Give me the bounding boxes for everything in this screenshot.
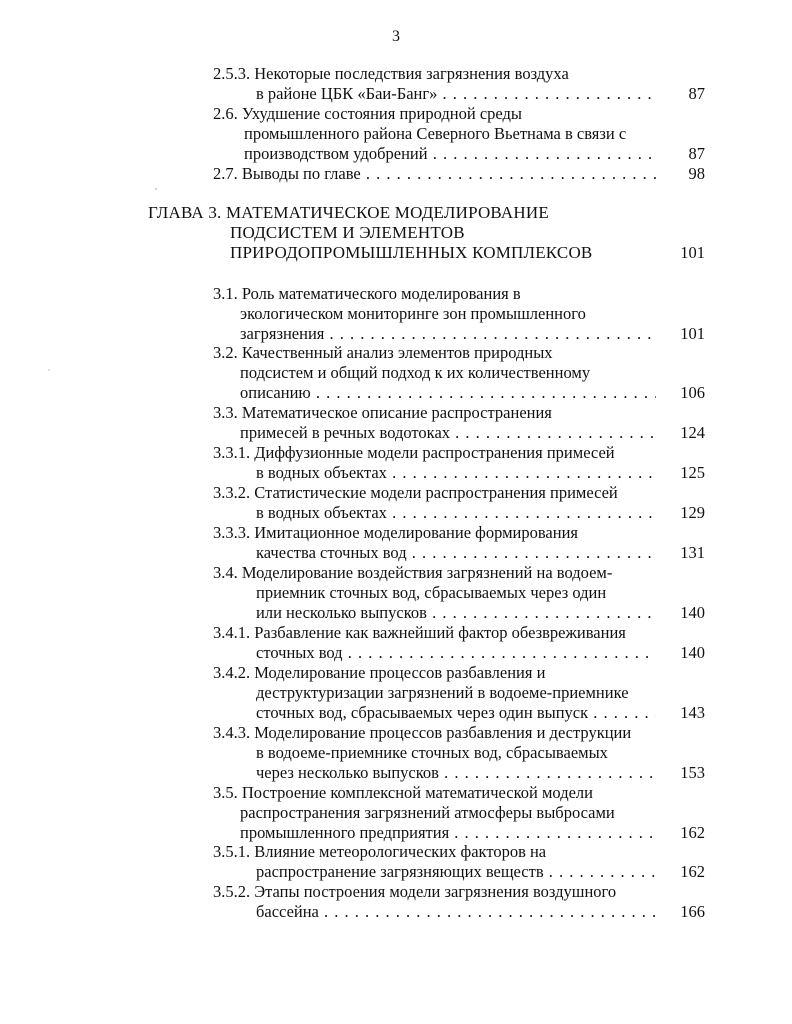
toc-entry-page: 153 <box>680 763 705 782</box>
toc-entry-title: 3.3.1. Диффузионные модели распространения примесей <box>213 443 615 462</box>
toc-entry-page: 140 <box>680 603 705 622</box>
toc-entry-title: 3.5.2. Этапы построения модели загрязнения воздушного <box>213 882 617 901</box>
toc-entry-title: 3.1. Роль математического моделирования в <box>213 284 521 303</box>
toc-entry-title: приемник сточных вод, сбрасываемых через один <box>256 583 607 602</box>
toc-entry-title: 3.4.3. Моделирование процессов разбавления и деструкции <box>213 723 632 742</box>
toc-entry-title: 3.3.2. Статистические модели распространения примесей <box>213 483 618 502</box>
toc-entry-page: 140 <box>680 643 705 662</box>
toc-entry-title: описанию . . . <box>240 383 656 403</box>
toc-entry-title: промышленного предприятия . . . <box>240 823 656 843</box>
toc-entry-page: 143 <box>680 703 705 722</box>
toc-entry-title: распространения загрязнений атмосферы выбросами <box>240 803 615 822</box>
toc-entry-title: 3.5. Построение комплексной математической модели <box>213 783 593 802</box>
toc-entry-title: 3.5.1. Влияние метеорологических факторов на <box>213 842 547 861</box>
toc-entry-page: 87 <box>688 144 705 163</box>
toc-entry-title: 3.4.1. Разбавление как важнейший фактор обезвреживания <box>213 623 626 642</box>
toc-entry-title: 2.5.3. Некоторые последствия загрязнения воздуха <box>213 64 569 83</box>
toc-entry-title: сточных вод . . . <box>256 643 656 663</box>
toc-entry-page: 101 <box>680 324 705 343</box>
chapter-heading: ПОДСИСТЕМ И ЭЛЕМЕНТОВ <box>230 223 465 242</box>
toc-entry-title: в водных объектах . . . <box>256 503 656 523</box>
toc-entry-title: деструктуризации загрязнений в водоеме-приемнике <box>256 683 629 702</box>
chapter-heading: ГЛАВА 3. МАТЕМАТИЧЕСКОЕ МОДЕЛИРОВАНИЕ <box>148 203 549 222</box>
toc-entry-title: 3.3.3. Имитационное моделирование формирования <box>213 523 579 542</box>
toc-entry-page: 101 <box>680 243 705 262</box>
toc-entry-title: загрязнения . . . <box>240 324 656 344</box>
toc-entry-page: 87 <box>688 84 705 103</box>
toc-entry-title: сточных вод, сбрасываемых через один выпуск . . . <box>256 703 656 723</box>
toc-entry-title: в водных объектах . . . <box>256 463 656 483</box>
toc-entry-title: производством удобрений . . . <box>244 144 656 164</box>
toc-entry-page: 124 <box>680 423 705 442</box>
toc-entry-title: или несколько выпусков . . . <box>256 603 656 623</box>
toc-entry-title: в районе ЦБК «Баи-Банг» . . . <box>256 84 656 104</box>
toc-entry-title: 3.2. Качественный анализ элементов природных <box>213 343 553 362</box>
toc-entry-page: 166 <box>680 902 705 921</box>
toc-entry-page: 106 <box>680 383 705 402</box>
toc-entry-title: 3.3. Математическое описание распространения <box>213 403 552 422</box>
toc-entry-page: 98 <box>688 164 705 183</box>
scan-speck <box>155 188 156 189</box>
toc-entry-title: качества сточных вод . . . <box>256 543 656 563</box>
toc-entry-page: 162 <box>680 862 705 881</box>
toc-entry-page: 162 <box>680 823 705 842</box>
scan-speck <box>48 369 49 370</box>
toc-entry-title: 3.4.2. Моделирование процессов разбавления и <box>213 663 546 682</box>
toc-entry-title: экологическом мониторинге зон промышленного <box>240 304 586 323</box>
toc-entry-page: 125 <box>680 463 705 482</box>
toc-entry-title: через несколько выпусков . . . <box>256 763 656 783</box>
toc-entry-title: в водоеме-приемнике сточных вод, сбрасываемых <box>256 743 608 762</box>
toc-entry-title: 3.4. Моделирование воздействия загрязнений на водоем- <box>213 563 613 582</box>
page-number: 3 <box>392 28 400 45</box>
toc-entry-title: бассейна . . . <box>256 902 656 922</box>
toc-entry-title: 2.7. Выводы по главе . . . <box>213 164 656 184</box>
toc-entry-page: 131 <box>680 543 705 562</box>
toc-entry-title: 2.6. Ухудшение состояния природной среды <box>213 104 522 123</box>
toc-entry-title: распространение загрязняющих веществ . . . <box>256 862 656 882</box>
toc-entry-title: промышленного района Северного Вьетнама в связи с <box>244 124 627 143</box>
toc-entry-title: подсистем и общий подход к их количественному <box>240 363 591 382</box>
chapter-heading: ПРИРОДОПРОМЫШЛЕННЫХ КОМПЛЕКСОВ <box>230 243 593 262</box>
toc-entry-page: 129 <box>680 503 705 522</box>
toc-entry-title: примесей в речных водотоках . . . <box>240 423 656 443</box>
